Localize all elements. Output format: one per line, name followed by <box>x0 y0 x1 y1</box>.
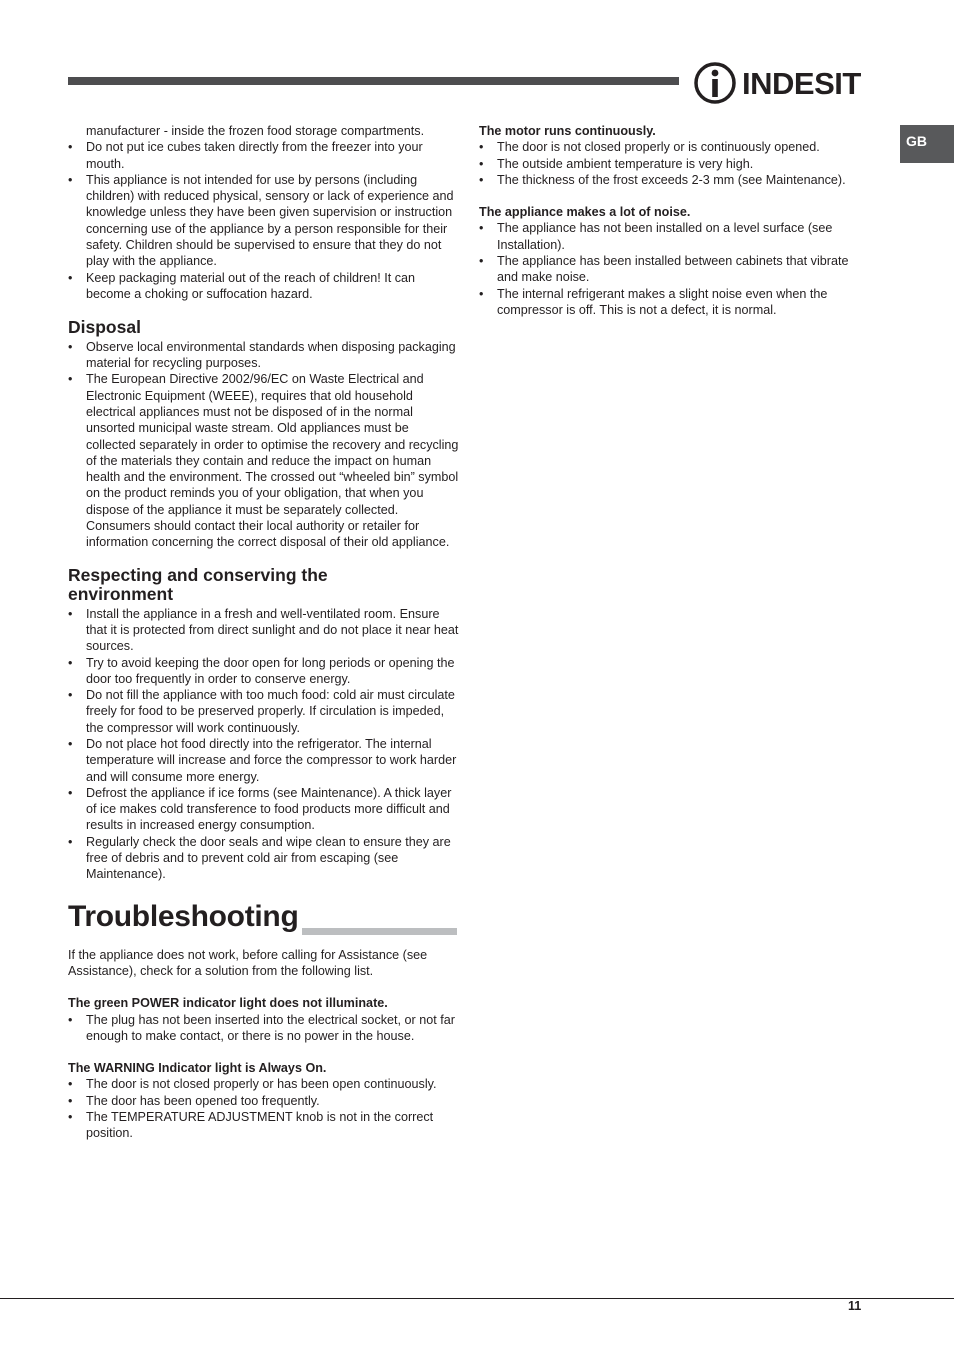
list-item: • Install the appliance in a fresh and well-ventilated room. Ensure that it is protected from direct sunlight and do not place it near heat sources. <box>68 606 460 655</box>
troubleshooting-title: Troubleshooting <box>68 899 302 935</box>
list-item: • Do not place hot food directly into the refrigerator. The internal temperature will increase and force the compressor to work harder and will consume more energy. <box>68 736 460 785</box>
list-item: • Observe local environmental standards when disposing packaging material for recycling purposes. <box>68 339 460 372</box>
list-item: • Try to avoid keeping the door open for long periods or opening the door too frequently in order to conserve energy. <box>68 655 460 688</box>
troubleshooting-intro: If the appliance does not work, before calling for Assistance (see Assistance), check for a solution from the following list. <box>68 947 428 978</box>
footer-rule <box>0 1298 954 1299</box>
continued-text: manufacturer - inside the frozen food storage compartments. <box>86 124 425 138</box>
list-item: • The thickness of the frost exceeds 2-3 mm (see Maintenance). <box>479 172 871 188</box>
answer-list <box>68 1012 460 1045</box>
list-item: • The door is not closed properly or is continuously opened. <box>479 139 871 155</box>
environment-list <box>68 606 460 883</box>
list-item: • The plug has not been inserted into the electrical socket, or not far enough to make contact, or there is no power in the house. <box>68 1012 460 1045</box>
list-item: • The TEMPERATURE ADJUSTMENT knob is not in the correct position. <box>68 1109 460 1142</box>
disposal-list <box>68 339 460 551</box>
list-item: • The European Directive 2002/96/EC on Waste Electrical and Electronic Equipment (WEEE), requires that old household electrical appliances must not be disposed of in the normal unsorted municipal waste stream. Old appliances must be collected separately in order to optimise the recovery and recycling of the materials they contain and reduce the impact on human health and the environment. The crossed out “wheeled bin” symbol on the product reminds you of your obligation, that when you dispose of the appliance it must be separately collected. Consumers should contact their local authority or retailer for information concerning the correct disposal of their old appliance. <box>68 371 460 550</box>
brand-wordmark: INDESIT <box>742 66 861 101</box>
question-heading: The motor runs continuously. <box>479 124 656 138</box>
answer-list <box>479 139 871 188</box>
list-item: • The door has been opened too frequently. <box>68 1093 460 1109</box>
list-item: • The outside ambient temperature is very high. <box>479 156 871 172</box>
list-item: • Defrost the appliance if ice forms (see Maintenance). A thick layer of ice makes cold transference to food products more difficult and results in increased energy consumption. <box>68 785 460 834</box>
environment-heading: Respecting and conserving the environment <box>68 564 328 605</box>
list-item: • Keep packaging material out of the reach of children! It can become a choking or suffocation hazard. <box>68 270 460 303</box>
question-heading: The appliance makes a lot of noise. <box>479 205 691 220</box>
list-item: • Do not put ice cubes taken directly from the freezer into your mouth. <box>68 139 460 172</box>
list-item: • This appliance is not intended for use by persons (including children) with reduced physical, sensory or lack of experience and knowledge unless they have been given supervision or instruction concerning use of the appliance by a person responsible for their safety. Children should be supervised to ensure that they do not play with the appliance. <box>68 172 460 270</box>
answer-list <box>479 220 871 318</box>
right-column <box>479 123 871 318</box>
list-item: • The appliance has been installed between cabinets that vibrate and make noise. <box>479 253 871 286</box>
language-tab: GB <box>900 125 954 163</box>
safety-list <box>68 139 460 302</box>
left-column <box>68 123 460 1142</box>
list-item: • Do not fill the appliance with too much food: cold air must circulate freely for food to be preserved properly. If circulation is impeded, the compressor will work continuously. <box>68 687 460 736</box>
list-item: • Regularly check the door seals and wipe clean to ensure they are free of debris and to prevent cold air from escaping (see Maintenance). <box>68 834 460 883</box>
answer-list <box>68 1076 460 1141</box>
list-item: • The internal refrigerant makes a slight noise even when the compressor is off. This is not a defect, it is normal. <box>479 286 871 319</box>
indesit-logo <box>692 58 872 108</box>
question-heading: The WARNING Indicator light is Always On. <box>68 1061 327 1076</box>
list-item: • The door is not closed properly or has been open continuously. <box>68 1076 460 1092</box>
page-number: 11 <box>848 1299 862 1313</box>
list-item: • The appliance has not been installed on a level surface (see Installation). <box>479 220 871 253</box>
disposal-heading: Disposal <box>68 317 141 338</box>
question-heading: The green POWER indicator light does not illuminate. <box>68 996 388 1011</box>
header-rule <box>68 77 679 85</box>
troubleshooting-title-block <box>68 899 460 939</box>
